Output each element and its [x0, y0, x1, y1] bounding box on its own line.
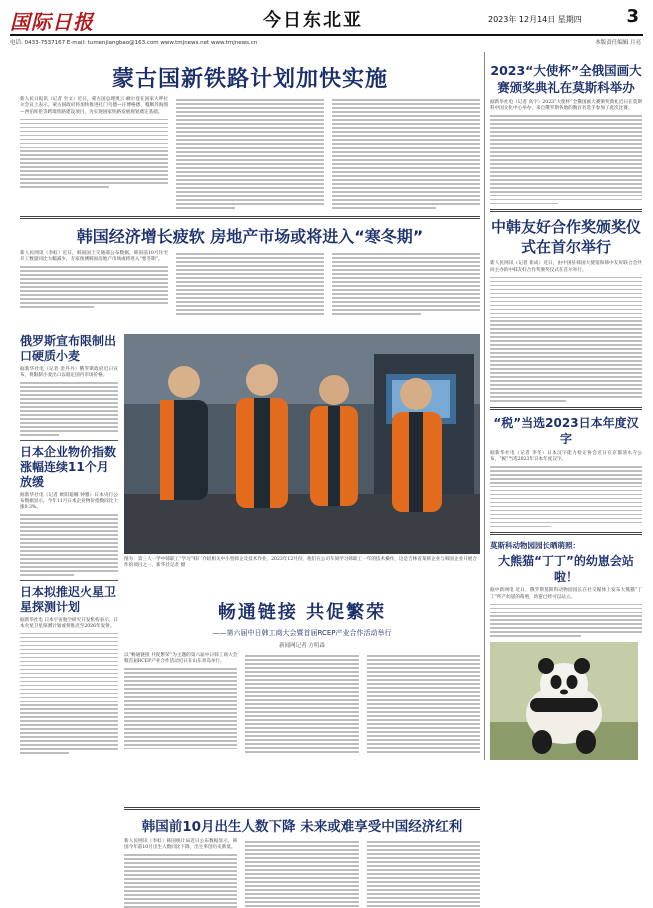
- panda-kicker: 莫斯科动物园园长晒萌照：: [490, 541, 580, 551]
- japan-mars-headline: 日本拟推迟火星卫星探测计划: [20, 584, 117, 614]
- rcep-byline: 新闻网记者 方明森: [279, 643, 325, 649]
- contact-info: 电话: 0433-7537167 E-mail: tumenjiangbao@163.com www.tmjnews.net www.tmjnews.cn: [10, 40, 258, 46]
- lead-article-body: [20, 97, 480, 211]
- korea-econ-headline: 韩国经济增长疲软 房地产市场或将进入“寒冬期”: [76, 226, 424, 246]
- envoy-cup-intro: 据新华社电（记者 高宇）2023“大使杯”全俄国画大赛颁奖典礼近日在莫斯科中国文化中心举办，来自俄罗斯各地的数百名选手参加了此次比赛。: [490, 100, 642, 112]
- lead-headline: 蒙古国新铁路计划加快实施: [111, 67, 388, 92]
- page-number: 3: [626, 6, 639, 27]
- rcep-headline: 畅通链接 共促繁荣: [217, 602, 387, 623]
- japan-price-headline: 日本企业物价指数涨幅连续11个月放缓: [20, 444, 117, 489]
- photo-caption: 图为：第三人一学中韩职工“学习”韩厂介绍相关中小型韩企及技术作业，2023年12月份，他们在公司车间学习韩职工一年的技术操作，这是吉林省某韩企业与韩国企业开展合作的项目之一。新华社记者 摄: [124, 557, 477, 569]
- contact-bar: [10, 34, 643, 46]
- korea-births-headline: 韩国前10月出生人数下降 未来或难享受中国经济红利: [141, 819, 463, 835]
- main-column: [20, 52, 480, 317]
- masthead: [10, 6, 643, 34]
- korea-econ-body: [20, 251, 480, 317]
- panda-cub-photo: [490, 642, 638, 760]
- cn-kr-award-intro: 新人民网讯（记者 崔成）近日，由中国驻韩国大使馆和韩中友好联合会共同主办的中韩友好合作奖颁奖仪式在首尔举行。: [490, 261, 642, 273]
- korea-births-intro: 新人民网讯（李虹）韩国统计局近日公布数据显示，韩国今年前10月出生人数同比下降，出生率创历史新低。: [124, 839, 238, 851]
- brief-column: [20, 334, 118, 756]
- kanji-intro: 据新华社电（记者 李冬）日本汉字能力检定协会近日在京都清水寺公布，“税”当选2023年日本年度汉字。: [490, 450, 642, 463]
- panda-headline: 大熊猫“丁丁”的幼崽会站啦！: [498, 554, 634, 585]
- korea-births-article: [124, 802, 480, 908]
- factory-workers-photo: [124, 334, 480, 554]
- rcep-article: [124, 598, 480, 755]
- korea-econ-intro: 新人民网讯（李虹）近日，韩国国土交通部公布数据，韩国前10月住宅开工数量同比大幅减少，专家预测韩国房地产市场或将进入“寒冬期”。: [20, 250, 168, 263]
- kanji-headline: “税”当选2023日本年度汉字: [493, 415, 639, 446]
- newspaper-logo: 国际日报: [10, 10, 94, 34]
- rcep-intro: 以“畅通链接 共促繁荣”为主题的第六届中日韩工商大会暨首届RCEP产业合作活动近日在山东青岛举行。: [124, 653, 238, 665]
- section-title: 今日东北亚: [263, 10, 363, 31]
- envoy-cup-headline: 2023“大使杯”全俄国画大赛颁奖典礼在莫斯科举办: [490, 63, 642, 95]
- cn-kr-award-headline: 中韩友好合作奖颁奖仪式在首尔举行: [490, 218, 641, 257]
- right-column: [484, 52, 642, 760]
- rcep-subheadline: ——第六届中日韩工商大会暨首届RCEP产业合作活动举行: [212, 629, 392, 637]
- japan-price-intro: 据新华社电（记者 欧阳迪娜 钟雅）日本央行公布数据显示，今年11月日本企业物价指数同比上涨0.3%。: [20, 492, 118, 511]
- photo-block: [124, 334, 480, 569]
- page-editor: 本版责任编辑 月亮: [595, 40, 641, 46]
- russia-wheat-intro: 据新华社电（记者 金丹丹）俄罗斯政府近日宣布，将限制小麦出口以稳定国内市场价格。: [20, 367, 118, 379]
- japan-mars-intro: 据新华社电 日本宇宙航空研究开发机构表示，日本火星卫星探测计划或将推迟至2026年发射。: [20, 617, 118, 629]
- russia-wheat-headline: 俄罗斯宣布限制出口硬质小麦: [20, 334, 117, 363]
- lead-intro: 新人民日报讯（记者 至文）近日，蒙古国总理奥云·额尔登在国家大呼拉尔会议上表示，蒙古国政府将加快推进扎门乌德—汗博格德、嘎顺苏海图—西伯库伦等跨境铁路建设项目，为实现国家铁路发展规划奠定基础。: [20, 97, 168, 115]
- issue-date: 2023年 12月14日 星期四: [488, 15, 582, 24]
- panda-intro: 据中新网电 近日，俄罗斯莫斯科动物园园长在社交媒体上发布大熊猫“丁丁”所产幼崽的萌照，幼崽已经可以站立。: [490, 588, 642, 600]
